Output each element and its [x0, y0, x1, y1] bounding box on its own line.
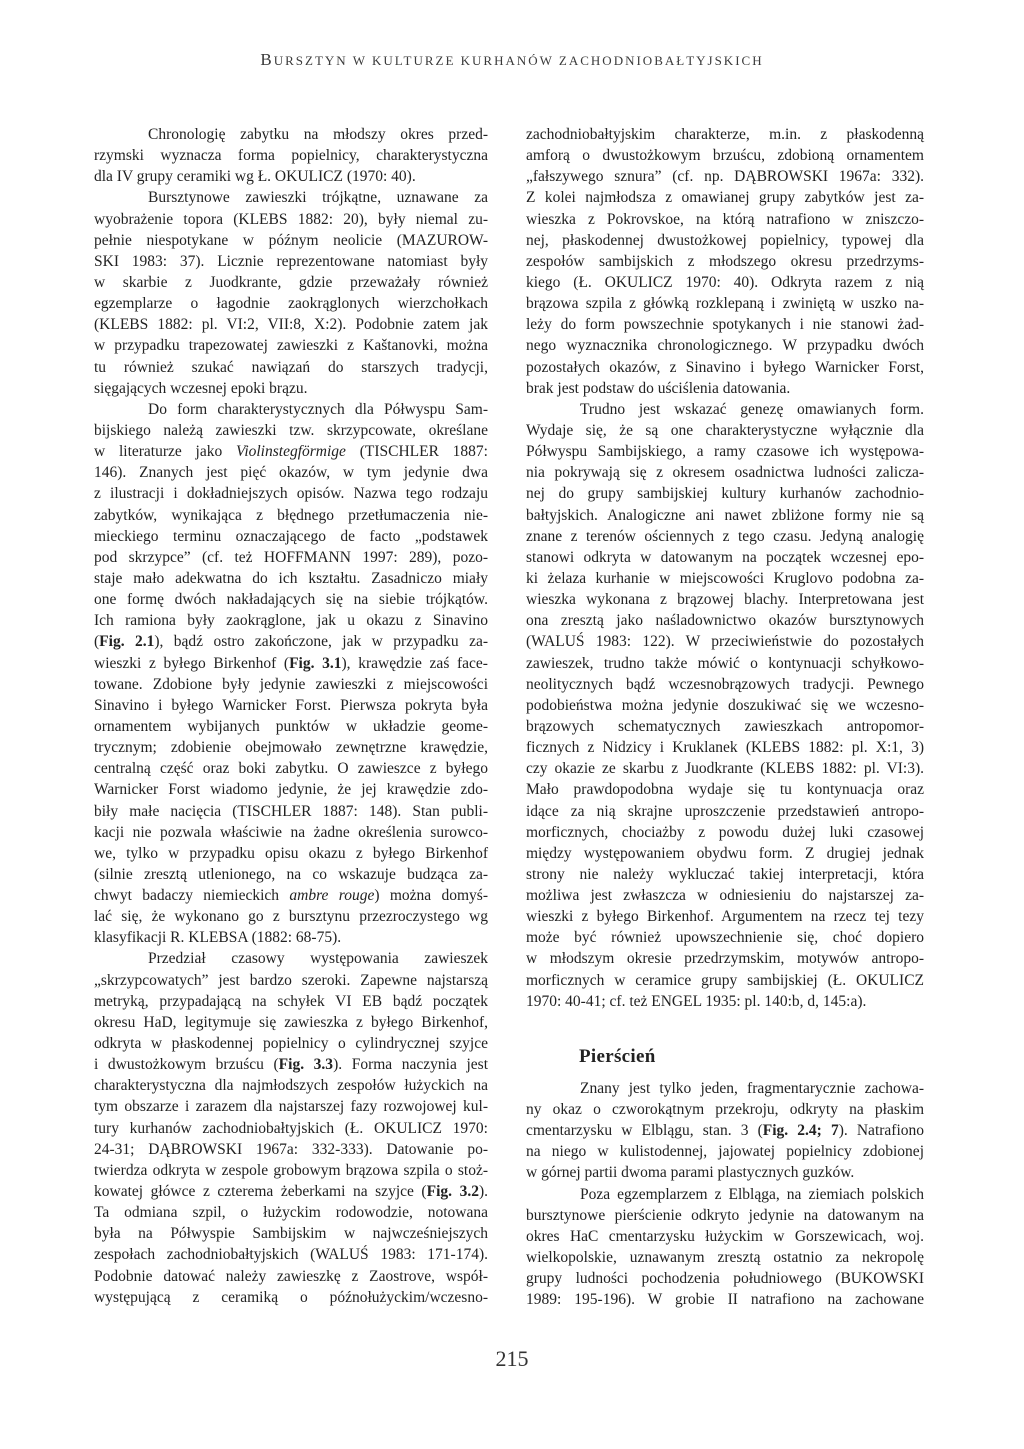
text-line: (silnie zresztą utlenionego, na co wskazuje budząca za- — [94, 865, 488, 883]
paragraph — [526, 1184, 924, 1311]
text-run: i dwustożkowym brzuścu ( — [94, 1056, 279, 1074]
paragraph — [94, 948, 488, 1307]
text-line: ny okaz o czworokątnym przekroju, odkryty na płaskim — [526, 1101, 924, 1119]
paragraph — [94, 399, 488, 949]
italic-term: ambre rouge — [289, 887, 375, 905]
text-line: na niego w kulistodennej, jajowatej popielnicy zdobionej — [526, 1143, 924, 1161]
text-line: pod skrzypce” (cf. też HOFFMANN 1997: 289), pozo- — [94, 548, 488, 566]
text-line: kacji nie pozwala właściwie na żadne określenia surowco- — [94, 823, 488, 841]
text-line: Z kolei najmłodsza z omawianej grupy zabytków jest za- — [526, 189, 924, 207]
section-heading: Pierścień — [579, 1045, 656, 1067]
text-line: nia pokrywają się z okresem osadnictwa ludności zalicza- — [526, 464, 924, 482]
text-line: tury kurhanów zachodniobałtyjskich (Ł. OKULICZ 1970: — [94, 1119, 488, 1137]
text-line: rzymski wyznacza forma popielnicy, charakterystyczna — [94, 147, 488, 165]
paragraph — [526, 399, 924, 1012]
text-line: w młodszym okresie przedrzymskim, motywów antropo- — [526, 950, 924, 968]
text-line: zabytków, wynikająca z błędnego przetłumaczenia nie- — [94, 506, 488, 524]
paragraph — [94, 187, 488, 398]
text-line: brak jest podstaw do uściślenia datowania. — [526, 379, 791, 397]
text-line: wielkopolskie, uznawanym zresztą ostatnio za nekropolę — [526, 1249, 924, 1267]
text-line: Podobnie datować należy zawieszkę z Zaostrove, współ- — [94, 1267, 488, 1285]
text-line: charakterystyczna dla najmłodszych zespołów łużyckich na — [94, 1077, 488, 1095]
text-line — [94, 1054, 488, 1075]
text-run: ). Forma naczynia jest — [333, 1056, 488, 1074]
text-line: bałtyjskich. Analogiczne ani nawet zbliżone formy nie są — [526, 506, 924, 524]
text-line: ki żelaza kurhanie w miejscowości Kruglovo podobna za- — [526, 569, 924, 587]
text-line: występującą z ceramiką o późnołużyckim/wczesno- — [94, 1288, 488, 1306]
text-line: nej, płaskodennej dwustożkowej popielnicy, typowej dla — [526, 231, 924, 249]
text-line: pozostałych okazów, z Sinavino i byłego Warnicker Forst, — [526, 358, 924, 376]
text-run: ), krawędzie zaś face- — [341, 654, 488, 672]
text-line: Mało prawdopodobna wydaje się tu kontynuacja oraz — [526, 781, 924, 799]
text-line: trycznym; zdobienie obejmowało zewnętrzne krawędzie, — [94, 739, 488, 757]
text-line: zespołów sambijskich z młodszego okresu przedrzyms- — [526, 252, 924, 270]
text-line — [94, 653, 488, 674]
figure-reference: Fig. 3.2 — [426, 1183, 479, 1201]
text-line: brązowych schematycznych zawieszkach antropomor- — [526, 717, 924, 735]
text-run: cmentarzysku w Elblągu, stan. 3 ( — [526, 1122, 763, 1140]
text-line: możliwa jest zwłaszcza w odniesieniu do najstarszej za- — [526, 887, 924, 905]
text-line: „fałszywego sznura” (cf. np. DĄBROWSKI 1967a: 332). — [526, 168, 924, 186]
page-number: 215 — [495, 1346, 529, 1371]
text-line: twierdza odkryta w zespole grobowym brązowa szpila o stoż- — [94, 1161, 488, 1179]
text-line: mieckiego terminu oznaczającego de facto „podstawek — [94, 527, 488, 545]
text-line: ornamentem wybijanych punktów w układzie geome- — [94, 717, 488, 735]
paragraph — [526, 1078, 924, 1184]
text-line: ficznych z Nidzicy i Kruklanek (KLEBS 1882: pl. X:1, 3) — [526, 739, 924, 757]
text-line: z ilustracji i dokładniejszych opisów. Nazwa tego rodzaju — [94, 485, 488, 503]
figure-reference: Fig. 2.1 — [99, 633, 155, 651]
text-line: egzemplarze o łagodnie zaokrąglonych wierzchołkach — [94, 295, 488, 313]
text-line: (WALUŚ 1983: 122). W przeciwieństwie do pozostałych — [526, 633, 924, 651]
text-line: kiego (Ł. OKULICZ 1970: 40). Odkryta razem z nią — [526, 273, 924, 291]
paragraph — [94, 124, 488, 187]
text-line: wieszka z Pokrovskoe, na którą natrafiono w zniszczo- — [526, 210, 924, 228]
text-line: Sinavino i byłego Warnicker Forst. Pierwsza pokryta była — [94, 696, 488, 714]
figure-reference: Fig. 2.4; 7 — [762, 1122, 839, 1140]
right-column — [526, 124, 924, 1310]
text-run: ), bądź ostro zakończone, jak w przypadku za- — [154, 633, 488, 651]
text-run: (TISCHLER 1887: — [345, 443, 488, 461]
text-run: kowatej główce z czterema żeberkami na szyjce ( — [94, 1183, 427, 1201]
text-line: „skrzypcowatych” jest bardzo szeroki. Zapewne najstarszą — [94, 971, 488, 989]
italic-term: Violinstegförmige — [236, 443, 346, 461]
text-line: leży do form powszechnie spotykanych i nie stanowi żad- — [526, 316, 924, 334]
text-line: strony nie należy wykluczać takiej interpretacji, która — [526, 865, 924, 883]
text-line: pełnie niespotykane w późnym neolicie (MAZUROW- — [94, 231, 488, 249]
text-line: 1970: 40-41; cf. też ENGEL 1935: pl. 140:b, d, 145:a). — [526, 992, 867, 1010]
text-run: wieszki z byłego Birkenhof ( — [94, 654, 290, 672]
paragraph — [526, 124, 924, 399]
text-line: zachodniobałtyjskim charakterze, m.in. z płaskodenną — [526, 126, 924, 143]
text-line: między występowaniem obydwu form. Z drugiej jednak — [526, 844, 924, 862]
text-line: neolitycznych bądź wczesnobrązowych tradycji. Pewnego — [526, 675, 924, 693]
text-line: może być również upowszechnienie się, choć dopiero — [526, 929, 924, 947]
text-line: nego wyznacznika chronologicznego. W przypadku dwóch — [526, 337, 924, 355]
text-line: grupy ludności pochodzenia południowego (BUKOWSKI — [526, 1270, 924, 1288]
text-line: (KLEBS 1882: pl. VI:2, VII:8, X:2). Podobnie zatem jak — [94, 316, 488, 334]
text-line: zespołach zachodniobałtyjskich (WALUŚ 1983: 171-174). — [94, 1246, 488, 1264]
text-line: była na Półwyspie Sambijskim w najwcześniejszych — [94, 1225, 488, 1243]
text-line: metryką, przypadającą na schyłek VI EB bądź początek — [94, 992, 488, 1010]
text-run: ). — [478, 1183, 488, 1201]
text-line: okresu HaD, legitymuje się zawieszka z byłego Birkenhof, — [94, 1013, 488, 1031]
text-line: 24-31; DĄBROWSKI 1967a: 332-333). Datowanie po- — [94, 1140, 488, 1158]
text-line: one formę dwóch nakładających się na siebie trójkątów. — [94, 591, 488, 609]
text-line: zawieszek, trudno także mówić o kontynuacji schyłkowo- — [526, 654, 924, 672]
text-line — [526, 1120, 924, 1141]
text-line: 146). Znanych jest pięć okazów, w tym jedynie dwa — [94, 464, 488, 482]
text-line: amforą o dwustożkowym brzuścu, zdobioną ornamentem — [526, 147, 924, 165]
text-line: centralną część oraz boki zabytku. O zawieszce z byłego — [94, 760, 488, 778]
text-line: bursztynowe pierścienie odkryto jedynie na datowanym na — [526, 1206, 924, 1224]
left-column — [94, 124, 488, 1308]
text-run: ) można domyś- — [374, 887, 488, 905]
text-line — [94, 631, 488, 652]
text-line: 1989: 195-196). W grobie II natrafiono na zachowane — [526, 1291, 924, 1309]
text-line: Ich ramiona były zaokrąglone, jak u okazu z Sinavino — [94, 612, 488, 630]
text-line: sięgających wczesnej epoki brązu. — [94, 379, 308, 397]
text-line: Poza egzemplarzem z Elbląga, na ziemiach polskich — [580, 1185, 924, 1203]
text-line: wieszki z byłego Birkenhof. Argumentem na rzecz tej tezy — [526, 908, 924, 926]
text-line: idące za nią skrajne uproszczenie przedstawień antropo- — [526, 802, 924, 820]
text-line — [94, 885, 488, 906]
text-run: chwyt badaczy niemieckich — [94, 887, 290, 905]
text-run: ( — [94, 633, 100, 651]
text-run: w literaturze jako — [94, 443, 236, 461]
figure-reference: Fig. 3.3 — [278, 1056, 334, 1074]
text-line — [94, 1181, 488, 1202]
text-line: Półwyspu Sambijskiego, a ramy czasowe ich występowa- — [526, 443, 924, 461]
text-line: klasyfikacji R. KLEBSA (1882: 68-75). — [94, 929, 342, 947]
text-line: wieszka wykonana z brązowej blachy. Interpretowana jest — [526, 591, 924, 609]
text-line: dla IV grupy ceramiki wg Ł. OKULICZ (1970: 40). — [94, 168, 416, 186]
text-line: bijskiego należą zawieszki tzw. skrzypcowate, określane — [94, 421, 488, 439]
text-run: ). Natrafiono — [838, 1122, 925, 1140]
running-header: BURSZTYN W KULTURZE KURHANÓW ZACHODNIOBAŁTYJSKICH — [260, 50, 764, 69]
text-line: wyobrażenie topora (KLEBS 1882: 20), były niemal zu- — [94, 210, 488, 228]
text-line: Chronologię zabytku na młodszy okres przed- — [148, 126, 488, 143]
text-line: towane. Zdobione były jedynie zawieszki z miejscowości — [94, 675, 488, 693]
text-line: morficznych, chociażby z powodu dużej luki czasowej — [526, 823, 924, 841]
text-line: brązowa szpila z główką rozklepaną i zwiniętą w uszko na- — [526, 295, 924, 313]
text-line: stanowi odkryta w datowanym na początek wczesnej epo- — [526, 548, 924, 566]
text-line: okres HaC cmentarzysku łużyckim w Gorszewicach, woj. — [526, 1227, 924, 1245]
text-line: znane z terenów ościennych z tego czasu. Jedyną analogię — [526, 527, 924, 545]
text-line: Warnicker Forst wiadomo jedynie, że jej krawędzie zdo- — [94, 781, 488, 799]
text-line: Do form charakterystycznych dla Półwyspu Sam- — [148, 400, 488, 418]
text-line: Znany jest tylko jeden, fragmentarycznie zachowa- — [580, 1079, 924, 1097]
text-line: we, tylko w przypadku opisu okazu z byłego Birkenhof — [94, 844, 488, 862]
text-line: nej do grupy sambijskiej kultury kurhanów zachodnio- — [526, 485, 924, 503]
text-line: w przypadku trapezowatej zawieszki z Kaštanovki, można — [94, 337, 488, 355]
text-line: czy okazie ze skarbu z Juodkrante (KLEBS 1882: pl. VI:3). — [526, 760, 924, 778]
text-line: Trudno jest wskazać genezę omawianych form. — [580, 400, 924, 418]
text-line: podobieństwa można jedynie doszukiwać się we wczesno- — [526, 696, 924, 714]
text-line — [94, 441, 488, 462]
text-line: tu również szukać nawiązań do starszych tradycji, — [94, 358, 488, 376]
text-line: tym obszarze i zarazem dla najstarszej fazy rozwojowej kul- — [94, 1098, 488, 1116]
text-line: Ta odmiana szpil, o łużyckim rodowodzie, notowana — [94, 1204, 488, 1222]
text-line: ona zresztą jako naśladownictwo okazów bursztynowych — [526, 612, 924, 630]
figure-reference: Fig. 3.1 — [289, 654, 342, 672]
text-line: Wydaje się, że są one charakterystyczne wyłącznie dla — [526, 421, 924, 439]
text-line: w skarbie z Juodkrante, gdzie przeważały również — [94, 273, 488, 291]
text-line: Przedział czasowy występowania zawieszek — [148, 950, 488, 968]
text-line: odkryta w płaskodennej popielnicy o cylindrycznej szyjce — [94, 1035, 488, 1053]
text-line: biły małe nacięcia (TISCHLER 1887: 148). Stan publi- — [94, 802, 488, 820]
text-line: morficznych w ceramice grupy sambijskiej (Ł. OKULICZ — [526, 971, 924, 989]
text-line: lać się, że wykonano go z bursztynu przezroczystego wg — [94, 908, 488, 926]
text-line: staje mało adekwatna do ich kształtu. Zasadniczo miały — [94, 569, 488, 587]
text-line: SKI 1983: 37). Licznie reprezentowane natomiast były — [94, 252, 488, 270]
text-line: Bursztynowe zawieszki trójkątne, uznawane za — [148, 189, 488, 207]
text-line: w górnej partii dwoma parami plastycznych guzków. — [526, 1164, 855, 1182]
